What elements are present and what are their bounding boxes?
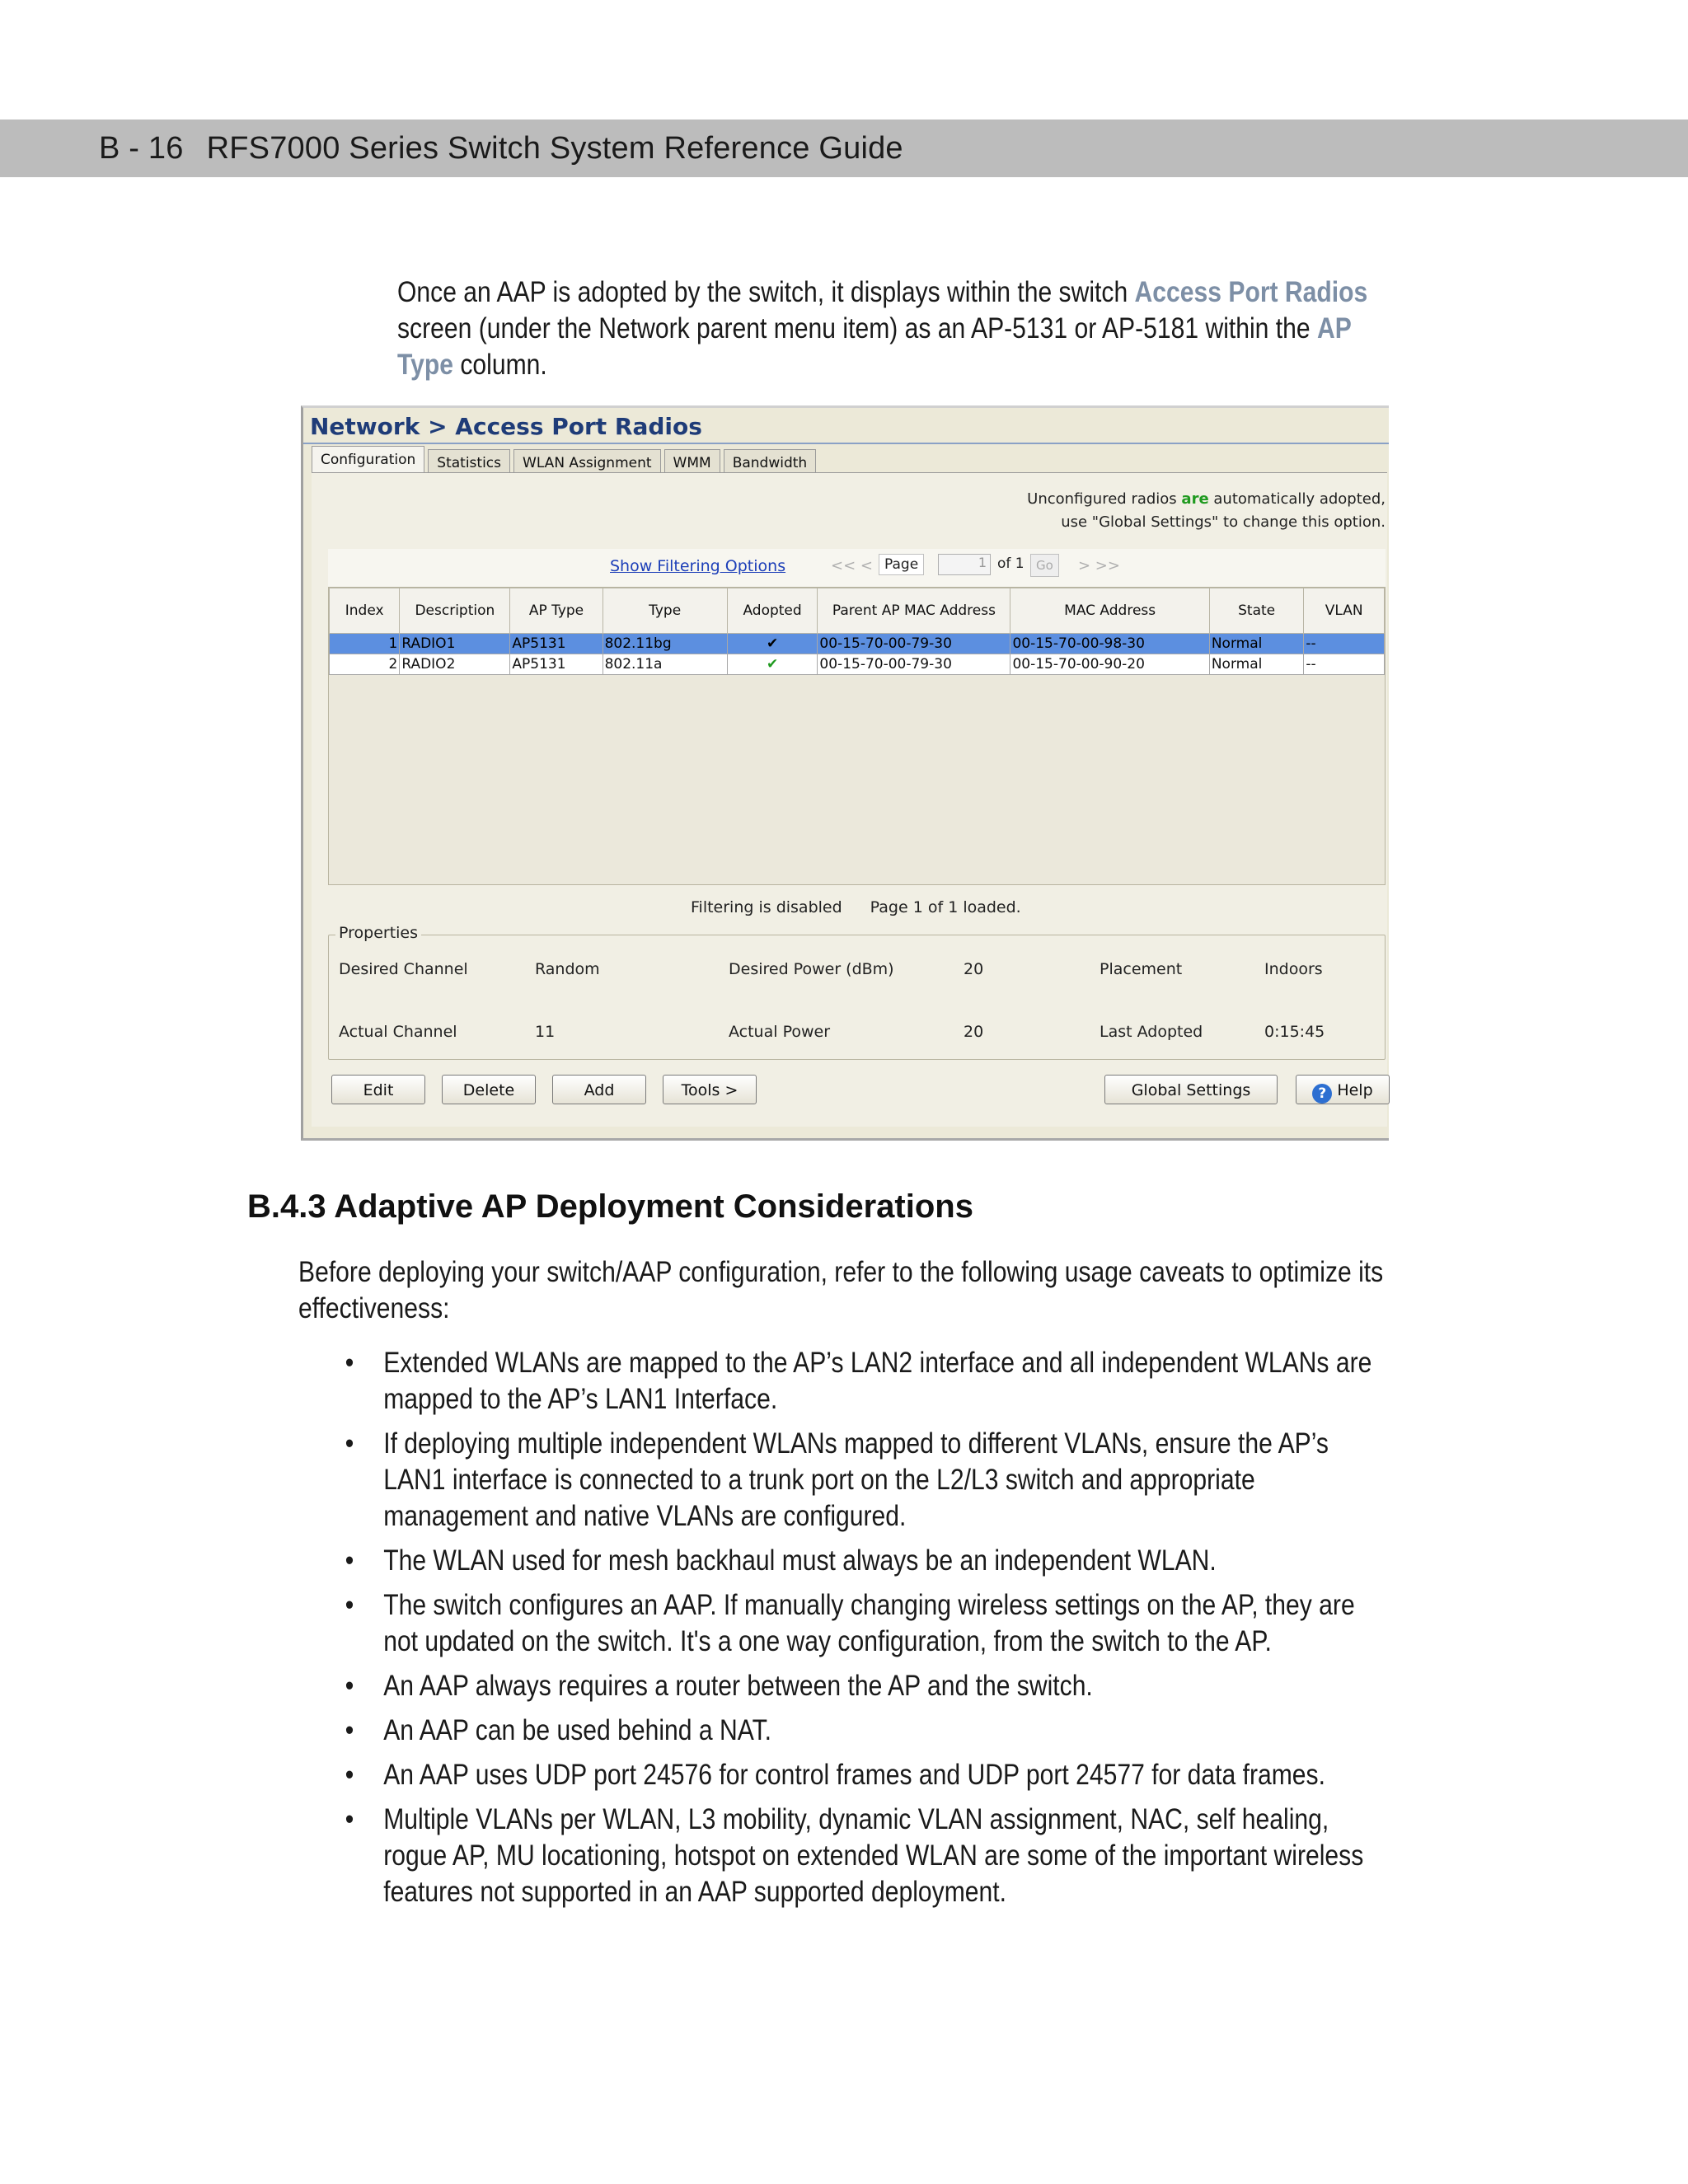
add-button[interactable]: Add xyxy=(552,1075,646,1104)
list-item-text: An AAP can be used behind a NAT. xyxy=(383,1714,771,1746)
desired-power-value: 20 xyxy=(964,960,984,978)
adoption-notice xyxy=(924,488,1386,534)
bullet-icon: • xyxy=(345,1670,354,1702)
global-settings-button[interactable]: Global Settings xyxy=(1104,1075,1278,1104)
pager-next-buttons[interactable]: > >> xyxy=(1078,557,1120,574)
actual-channel-label: Actual Channel xyxy=(339,1023,457,1041)
notice-text: Unconfigured radios xyxy=(1027,490,1182,508)
radios-table-container xyxy=(328,587,1386,885)
tab-wlan-assignment[interactable]: WLAN Assignment xyxy=(513,449,661,476)
cell-mac: 00-15-70-00-98-30 xyxy=(1010,634,1209,654)
list-item-text: An AAP uses UDP port 24576 for control frames and UDP port 24577 for data frames. xyxy=(383,1759,1325,1791)
desired-channel-label: Desired Channel xyxy=(339,960,468,978)
bullet-icon: • xyxy=(345,1427,354,1460)
actual-power-value: 20 xyxy=(964,1023,984,1041)
list-item xyxy=(298,1802,1386,1910)
cell-vlan: -- xyxy=(1304,654,1385,675)
properties-group xyxy=(328,924,1386,1060)
col-description[interactable]: Description xyxy=(400,588,510,634)
page-count: of 1 xyxy=(997,555,1025,572)
properties-legend: Properties xyxy=(335,924,421,942)
list-item xyxy=(298,1426,1386,1535)
page-label: Page xyxy=(879,554,924,575)
bullet-icon: • xyxy=(345,1544,354,1577)
help-icon: ? xyxy=(1312,1084,1332,1104)
table-row[interactable] xyxy=(330,634,1385,654)
cell-description: RADIO2 xyxy=(400,654,510,675)
cell-parent-mac: 00-15-70-00-79-30 xyxy=(818,654,1010,675)
actual-channel-value: 11 xyxy=(535,1023,556,1041)
cell-vlan: -- xyxy=(1304,634,1385,654)
page-number-input[interactable]: 1 xyxy=(938,554,991,575)
notice-line-2: use "Global Settings" to change this option. xyxy=(1061,513,1386,531)
intro-text: screen (under the Network parent menu item) as an AP-5131 or AP-5181 within the xyxy=(397,312,1317,344)
desired-power-label: Desired Power (dBm) xyxy=(729,960,894,978)
cell-description: RADIO1 xyxy=(400,634,510,654)
tab-wmm[interactable]: WMM xyxy=(664,449,720,476)
notice-text: automatically adopted, xyxy=(1208,490,1386,508)
placement-label: Placement xyxy=(1100,960,1183,978)
help-button[interactable] xyxy=(1296,1075,1390,1104)
list-item xyxy=(298,1713,1386,1749)
table-row[interactable] xyxy=(330,654,1385,675)
tools-button[interactable]: Tools > xyxy=(663,1075,757,1104)
bullet-icon: • xyxy=(345,1759,354,1791)
access-port-radios-term: Access Port Radios xyxy=(1134,276,1368,308)
page-loaded-status: Page 1 of 1 loaded. xyxy=(870,898,1021,916)
cell-state: Normal xyxy=(1209,634,1304,654)
help-label: Help xyxy=(1337,1081,1373,1099)
col-state[interactable]: State xyxy=(1209,588,1304,634)
desired-channel-value: Random xyxy=(535,960,600,978)
ap-type-term: AP Type xyxy=(397,312,1352,381)
intro-text: Once an AAP is adopted by the switch, it displays within the switch xyxy=(397,276,1135,308)
last-adopted-label: Last Adopted xyxy=(1100,1023,1203,1041)
tab-bar xyxy=(312,446,819,472)
cell-index: 2 xyxy=(330,654,400,675)
cell-mac: 00-15-70-00-90-20 xyxy=(1010,654,1209,675)
delete-button[interactable]: Delete xyxy=(442,1075,536,1104)
list-item xyxy=(298,1345,1386,1418)
actual-power-label: Actual Power xyxy=(729,1023,831,1041)
section-lead-paragraph: Before deploying your switch/AAP configuration, refer to the following usage caveats to optimize its effectiveness: xyxy=(298,1256,1384,1324)
header-text xyxy=(99,131,903,166)
cell-type: 802.11bg xyxy=(603,634,727,654)
bullet-icon: • xyxy=(345,1589,354,1621)
screen-title: Network > Access Port Radios xyxy=(310,413,702,440)
adopted-check-icon: ✔ xyxy=(727,634,818,654)
table-header-row xyxy=(330,588,1385,634)
list-item xyxy=(298,1587,1386,1660)
list-item xyxy=(298,1668,1386,1704)
tab-bandwidth[interactable]: Bandwidth xyxy=(724,449,817,476)
list-item-text: The WLAN used for mesh backhaul must always be an independent WLAN. xyxy=(383,1544,1217,1577)
radios-table xyxy=(329,588,1385,675)
cell-state: Normal xyxy=(1209,654,1304,675)
list-item-text: Multiple VLANs per WLAN, L3 mobility, dynamic VLAN assignment, NAC, self healing, rogue AP, MU locationing, hotspot on extended WLAN are some of the important wireless features not supported in an AAP supported deployment. xyxy=(383,1803,1364,1908)
col-adopted[interactable]: Adopted xyxy=(727,588,818,634)
col-type[interactable]: Type xyxy=(603,588,727,634)
bullet-icon: • xyxy=(345,1347,354,1379)
list-item-text: Extended WLANs are mapped to the AP’s LAN2 interface and all independent WLANs are mapped to the AP’s LAN1 Interface. xyxy=(383,1347,1372,1415)
cell-ap-type: AP5131 xyxy=(510,654,603,675)
notice-emphasis: are xyxy=(1181,490,1209,508)
list-item xyxy=(298,1757,1386,1793)
col-ap-type[interactable]: AP Type xyxy=(510,588,603,634)
col-mac-address[interactable]: MAC Address xyxy=(1010,588,1209,634)
adopted-check-icon: ✔ xyxy=(727,654,818,675)
cell-type: 802.11a xyxy=(603,654,727,675)
cell-index: 1 xyxy=(330,634,400,654)
cell-parent-mac: 00-15-70-00-79-30 xyxy=(818,634,1010,654)
table-status xyxy=(691,898,1021,916)
list-item-text: If deploying multiple independent WLANs mapped to different VLANs, ensure the AP’s LAN1 interface is connected to a trunk port on the L2/L3 switch and appropriate management and native VLANs are configured. xyxy=(383,1427,1329,1532)
filtering-status: Filtering is disabled xyxy=(691,898,842,916)
cell-ap-type: AP5131 xyxy=(510,634,603,654)
bullet-icon: • xyxy=(345,1714,354,1746)
pager-bar xyxy=(328,549,1386,588)
configuration-panel xyxy=(312,472,1387,1127)
intro-paragraph xyxy=(397,274,1386,383)
edit-button[interactable]: Edit xyxy=(331,1075,425,1104)
caveats-list xyxy=(298,1345,1386,1919)
section-heading: B.4.3 Adaptive AP Deployment Considerations xyxy=(247,1188,973,1225)
list-item-text: The switch configures an AAP. If manually changing wireless settings on the AP, they are not updated on the switch. It's a one way configuration, from the switch to the AP. xyxy=(383,1589,1355,1657)
access-port-radios-screenshot xyxy=(301,405,1389,1141)
page-number: B - 16 xyxy=(99,131,184,166)
page-header xyxy=(0,120,1688,177)
bullet-icon: • xyxy=(345,1803,354,1835)
tab-configuration[interactable]: Configuration xyxy=(312,446,424,478)
col-index[interactable]: Index xyxy=(330,588,400,634)
guide-title: RFS7000 Series Switch System Reference Guide xyxy=(206,131,903,166)
intro-text: column. xyxy=(453,349,547,381)
go-button[interactable]: Go xyxy=(1030,554,1059,577)
col-parent-ap-mac[interactable]: Parent AP MAC Address xyxy=(818,588,1010,634)
show-filtering-options-link[interactable]: Show Filtering Options xyxy=(610,557,786,575)
title-divider xyxy=(303,443,1389,444)
placement-value: Indoors xyxy=(1264,960,1323,978)
list-item-text: An AAP always requires a router between the AP and the switch. xyxy=(383,1670,1093,1702)
tab-statistics[interactable]: Statistics xyxy=(428,449,510,476)
notice-line-1 xyxy=(924,488,1386,511)
col-vlan[interactable]: VLAN xyxy=(1304,588,1385,634)
last-adopted-value: 0:15:45 xyxy=(1264,1023,1325,1041)
pager-prev-buttons[interactable]: << < xyxy=(831,557,873,574)
list-item xyxy=(298,1543,1386,1579)
